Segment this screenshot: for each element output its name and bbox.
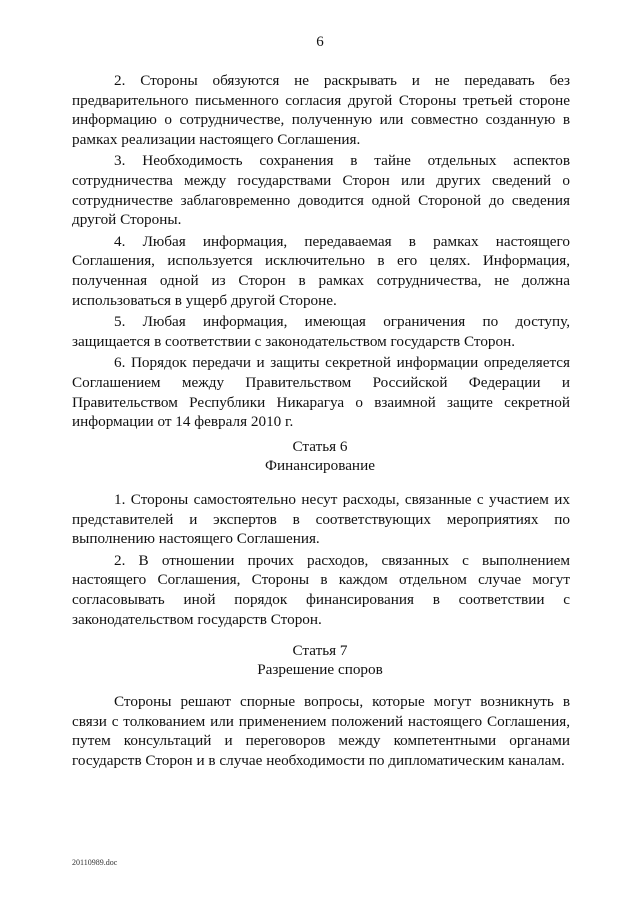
article5-continuation [72,71,570,432]
article5-paragraph-4: 4. Любая информация, передаваемая в рамках настоящего Соглашения, используется исключительно в его целях. Информация, полученная одной из Сторон в рамках сотрудничества, не должна использоваться в ущерб другой Стороне. [72,232,570,309]
page-number: 6 [316,34,324,50]
article6-number: Статья 6 [292,438,348,455]
article6-body [72,490,570,629]
article7-number: Статья 7 [292,642,348,659]
article7-paragraph-1: Стороны решают спорные вопросы, которые могут возникнуть в связи с толкованием или применением положений настоящего Соглашения, путем консультаций и переговоров между компетентными органами государств Сторон и в случае необходимости по дипломатическим каналам. [72,693,570,769]
article6-title: Финансирование [265,457,375,474]
article7-body [72,692,570,770]
article5-paragraph-2: 2. Стороны обязуются не раскрывать и не передавать без предварительного письменного согласия другой Стороны третьей стороне информацию о сотрудничестве, полученную или совместно созданную в рамках реализации настоящего Соглашения. [72,72,570,148]
article6-paragraph-1: 1. Стороны самостоятельно несут расходы, связанные с участием их представителей и экспертов в соответствующих мероприятиях по выполнению настоящего Соглашения. [72,491,570,548]
article6-paragraph-2: 2. В отношении прочих расходов, связанных с выполнением настоящего Соглашения, Стороны в каждом отдельном случае могут согласовывать иной порядок финансирования в соответствии с законодательством государств Сторон. [72,551,570,628]
article5-paragraph-3: 3. Необходимость сохранения в тайне отдельных аспектов сотрудничества между государствами Сторон или других сведений о сотрудничестве заблаговременно доводится одной Стороной до сведения другой Стороны. [72,152,570,229]
article5-paragraph-6: 6. Порядок передачи и защиты секретной информации определяется Соглашением между Правительством Российской Федерации и Правительством Республики Никарагуа о взаимной защите секретной информации от 14 февраля 2010 г. [72,354,570,431]
article7-title: Разрешение споров [257,661,383,678]
article7-heading [0,641,640,679]
article6-heading [0,437,640,475]
article5-paragraph-5: 5. Любая информация, имеющая ограничения по доступу, защищается в соответствии с законодательством государств Сторон. [72,313,570,350]
footer-filename: 20110989.doc [72,858,118,867]
